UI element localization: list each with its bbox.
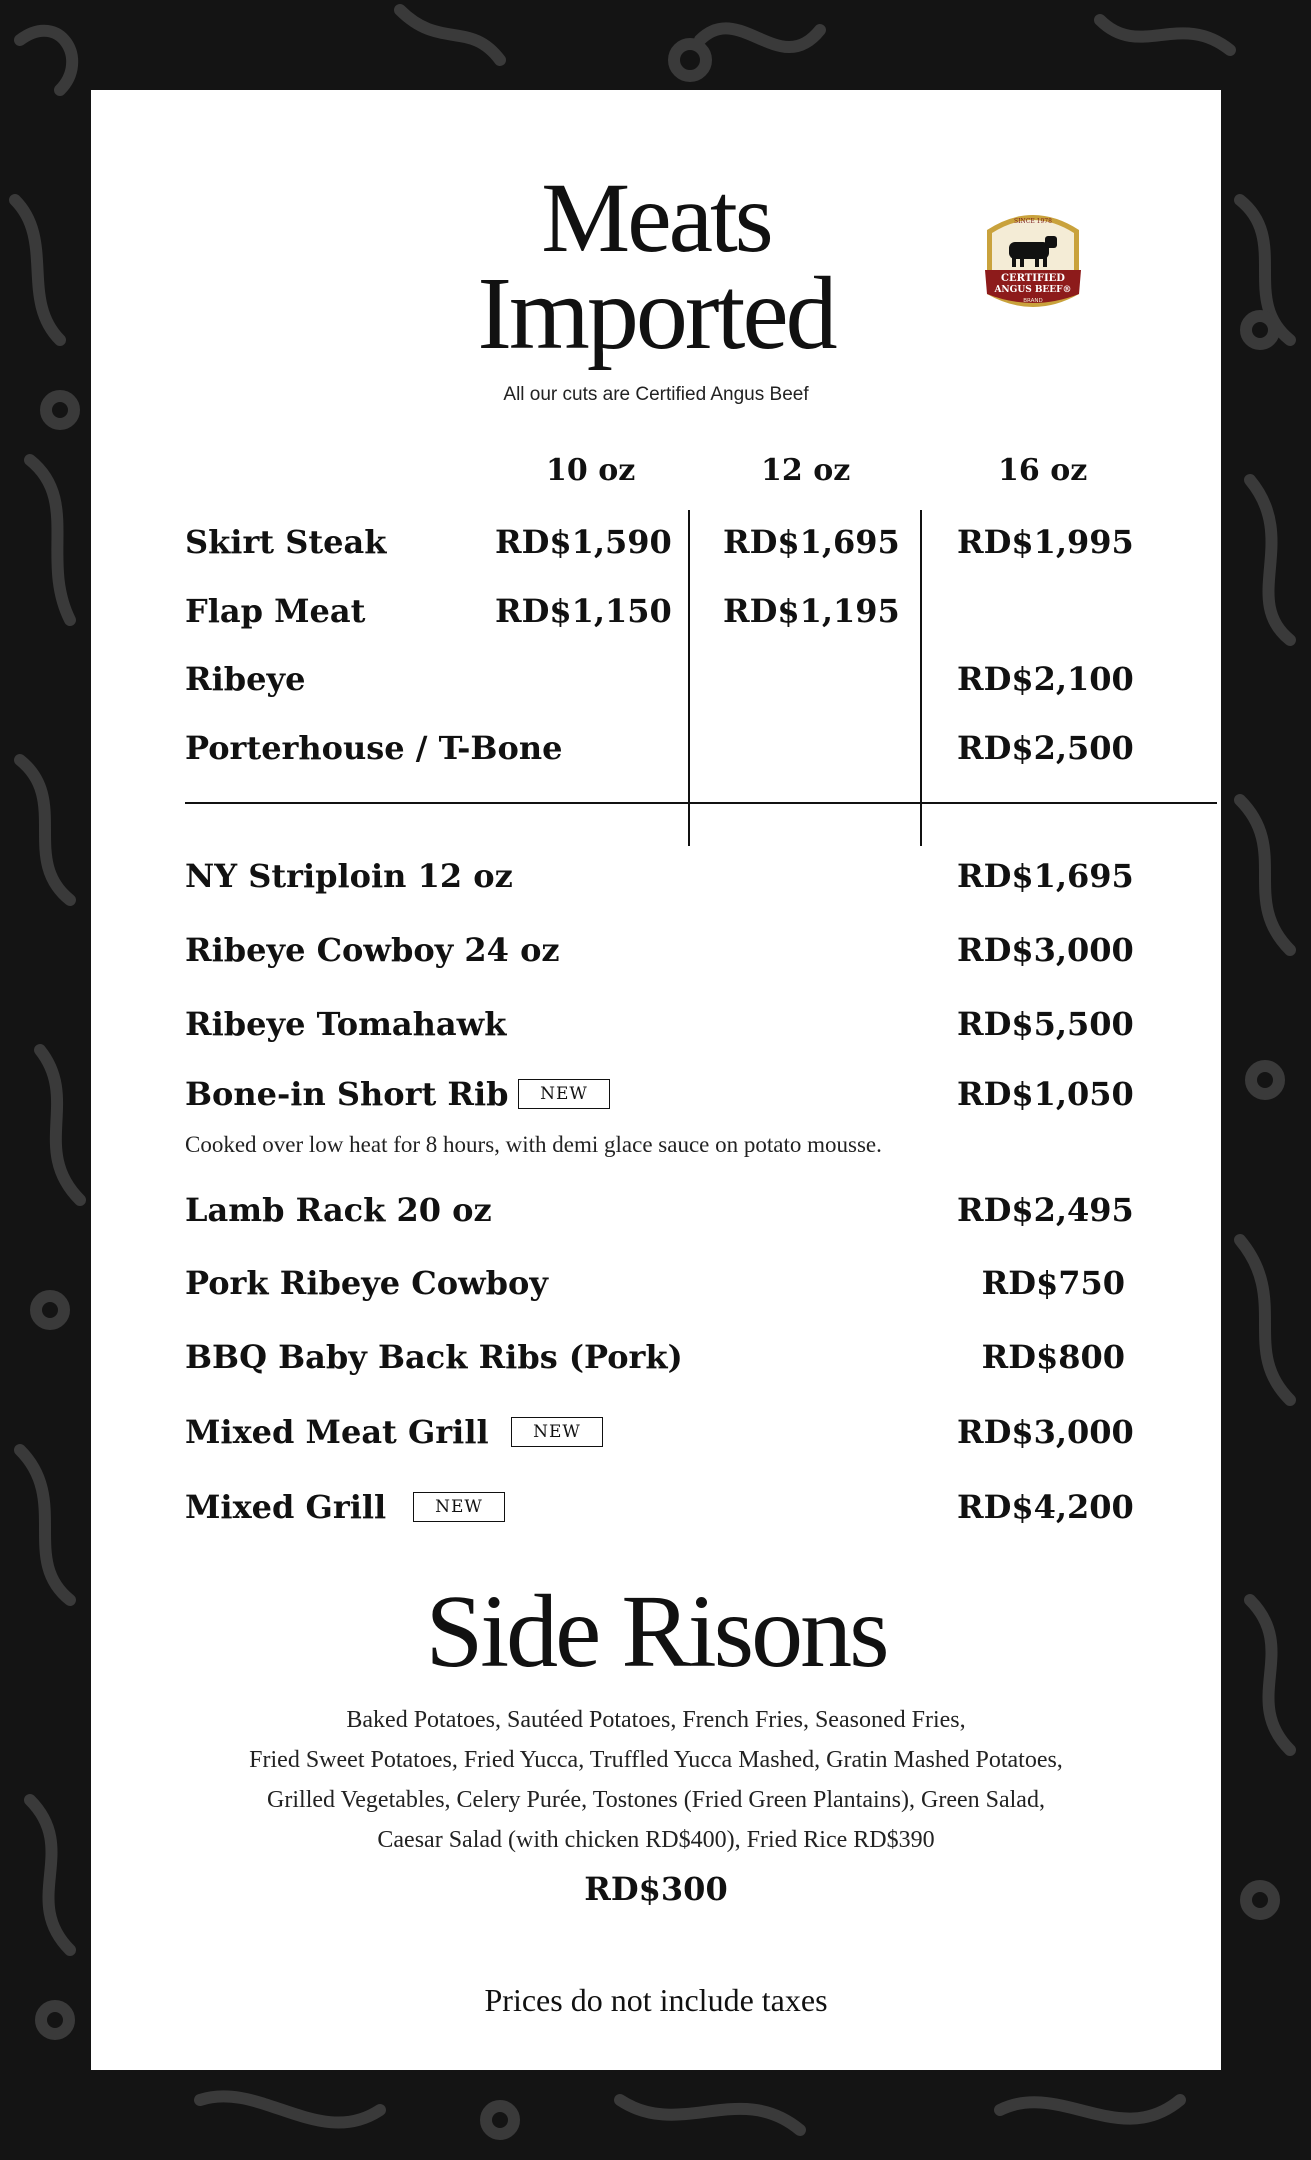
column-divider-1 [688, 510, 690, 846]
menu-item-name: Ribeye Cowboy 24 oz [185, 931, 560, 969]
menu-item-price: RD$800 [981, 1338, 1125, 1376]
new-badge: NEW [518, 1079, 610, 1109]
menu-item-name: Pork Ribeye Cowboy [185, 1264, 548, 1302]
menu-item-name: Lamb Rack 20 oz [185, 1191, 492, 1229]
logo-line-1: CERTIFIED [1001, 273, 1065, 284]
size-row-name: Porterhouse / T-Bone [185, 729, 563, 767]
menu-item-description: Cooked over low heat for 8 hours, with demi glace sauce on potato mousse. [185, 1132, 882, 1157]
sides-line: Caesar Salad (with chicken RD$400), Fried Rice RD$390 [377, 1827, 935, 1853]
menu-item-price: RD$3,000 [957, 931, 1134, 969]
size-row-price: RD$1,195 [723, 592, 900, 630]
size-row-price: RD$1,590 [495, 523, 672, 561]
menu-item-name: Mixed Meat Grill [185, 1413, 489, 1451]
menu-item-price: RD$4,200 [957, 1488, 1134, 1526]
menu-item-name: Ribeye Tomahawk [185, 1005, 507, 1043]
size-row-price: RD$1,995 [957, 523, 1134, 561]
sides-line: Grilled Vegetables, Celery Purée, Tostones (Fried Green Plantains), Green Salad, [267, 1787, 1045, 1813]
logo-since: SINCE 1978 [1014, 218, 1052, 225]
menu-card [91, 90, 1221, 2070]
page-title-line-2: Imported [477, 256, 835, 371]
menu-item-price: RD$1,695 [957, 857, 1134, 895]
menu-item-name: Bone-in Short Rib [185, 1075, 509, 1113]
size-header-12oz: 12 oz [761, 453, 851, 488]
menu-item-name: NY Striploin 12 oz [185, 857, 513, 895]
sides-line: Baked Potatoes, Sautéed Potatoes, French Fries, Seasoned Fries, [346, 1707, 966, 1733]
logo-brand: BRAND [1023, 298, 1043, 304]
menu-item-price: RD$5,500 [957, 1005, 1134, 1043]
menu-item-price: RD$750 [981, 1264, 1125, 1302]
menu-item-price: RD$2,495 [957, 1191, 1134, 1229]
new-badge: NEW [413, 1492, 505, 1522]
size-row-price: RD$1,695 [723, 523, 900, 561]
sides-price: RD$300 [584, 1870, 728, 1908]
size-header-10oz: 10 oz [546, 453, 636, 488]
tax-note: Prices do not include taxes [484, 1982, 828, 2018]
size-row-name: Ribeye [185, 660, 306, 698]
column-divider-2 [920, 510, 922, 846]
new-badge: NEW [511, 1417, 603, 1447]
page-subtitle: All our cuts are Certified Angus Beef [503, 384, 809, 405]
page-title-line-1: Meats [541, 162, 771, 273]
size-row-price: RD$2,100 [957, 660, 1134, 698]
menu-item-name: BBQ Baby Back Ribs (Pork) [185, 1338, 683, 1376]
size-row-price: RD$1,150 [495, 592, 672, 630]
size-row-name: Skirt Steak [185, 523, 387, 561]
size-row-name: Flap Meat [185, 592, 366, 630]
size-row-price: RD$2,500 [957, 729, 1134, 767]
section-divider [185, 802, 1217, 804]
logo-line-2: ANGUS BEEF® [994, 285, 1072, 295]
menu-item-price: RD$3,000 [957, 1413, 1134, 1451]
menu-item-name: Mixed Grill [185, 1488, 387, 1526]
sides-title: Side Risons [425, 1574, 887, 1689]
sides-line: Fried Sweet Potatoes, Fried Yucca, Truffled Yucca Mashed, Gratin Mashed Potatoes, [249, 1747, 1063, 1773]
sides-list [91, 1700, 1221, 1860]
certified-angus-beef-logo [981, 208, 1085, 318]
menu-item-price: RD$1,050 [957, 1075, 1134, 1113]
size-header-16oz: 16 oz [998, 453, 1088, 488]
